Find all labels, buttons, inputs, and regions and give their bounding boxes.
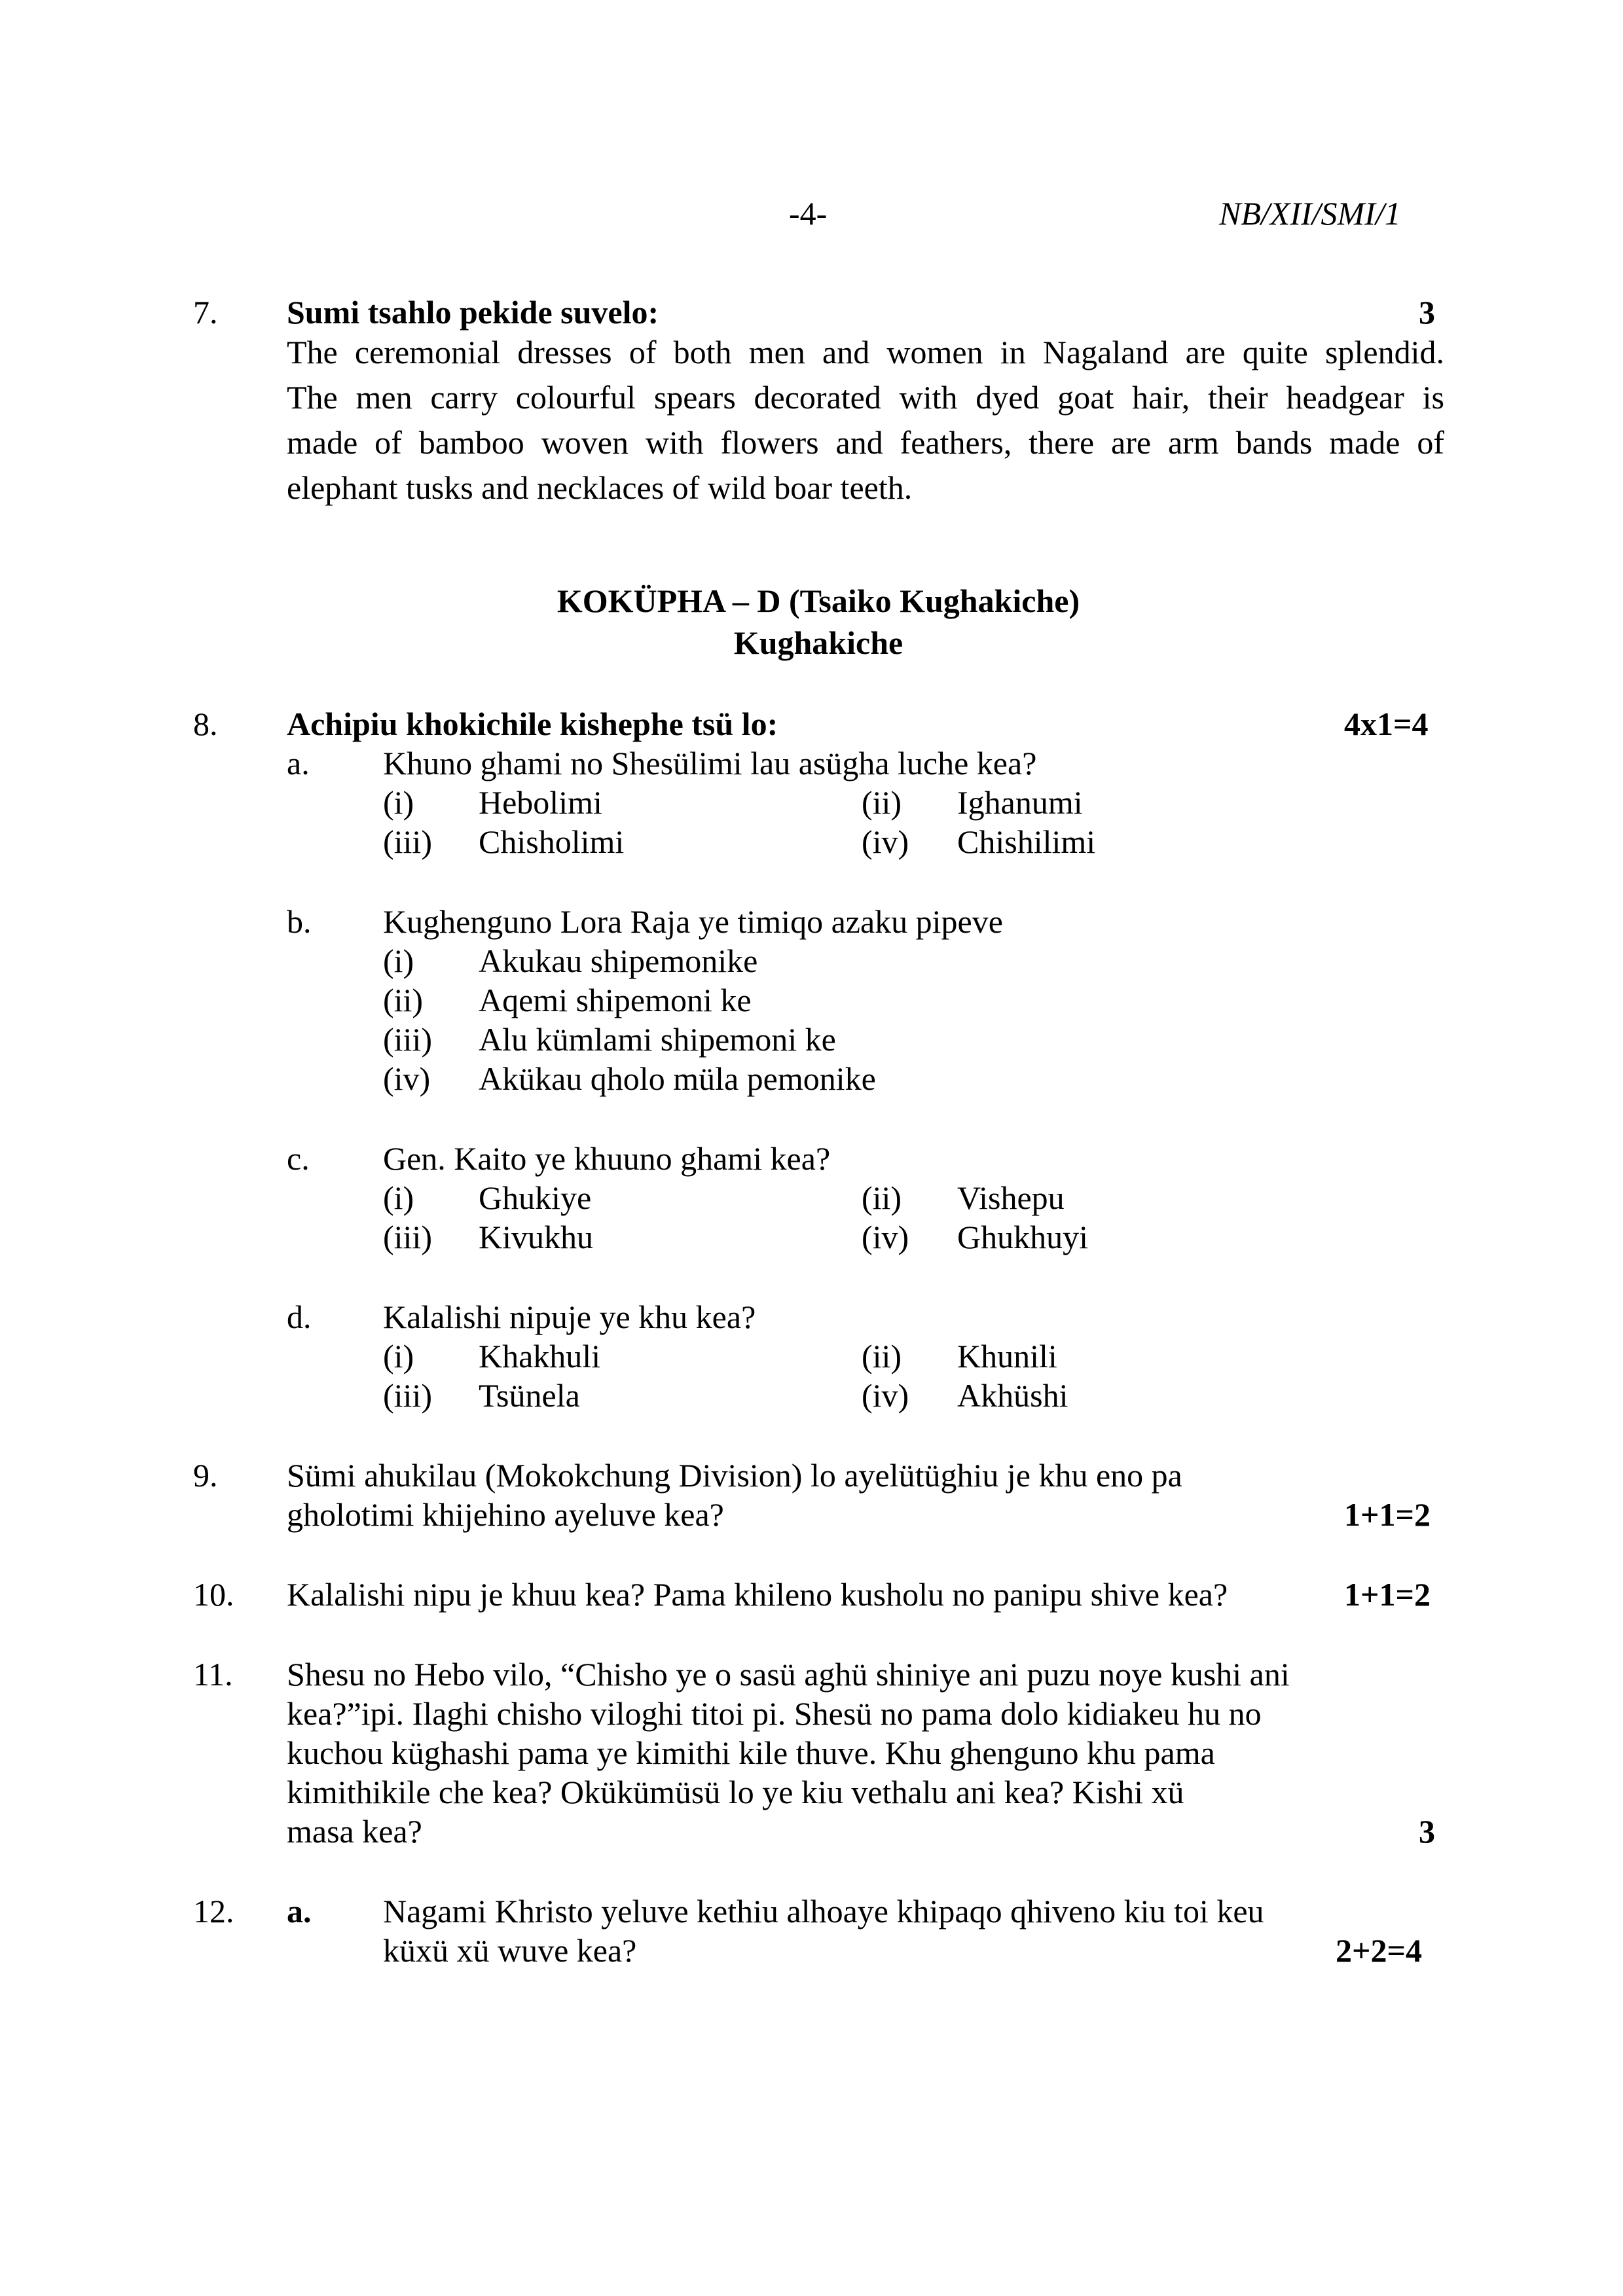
question-title: Sumi tsahlo pekide suvelo: xyxy=(287,294,659,331)
option-number: (iv) xyxy=(862,1219,909,1255)
passage-line: The ceremonial dresses of both men and women in Nagaland are quite splendid. xyxy=(287,334,1444,370)
question-number: 12. xyxy=(193,1893,234,1929)
question-marks: 2+2=4 xyxy=(1336,1932,1422,1969)
option-text: Ighanumi xyxy=(957,784,1083,821)
option-text: Akukau shipemonike xyxy=(479,942,758,979)
option-text: Ghukhuyi xyxy=(957,1219,1088,1255)
option-number: (i) xyxy=(383,1179,414,1216)
part-question: Gen. Kaito ye khuuno ghami kea? xyxy=(383,1140,831,1177)
option-text: Tsünela xyxy=(479,1377,580,1414)
option-number: (iii) xyxy=(383,1377,432,1414)
section-subtitle: Kughakiche xyxy=(733,624,903,661)
page-number: -4- xyxy=(789,195,828,232)
option-text: Hebolimi xyxy=(479,784,602,821)
question-number: 9. xyxy=(193,1457,218,1494)
question-number: 10. xyxy=(193,1576,234,1613)
question-line: küxü xü wuve kea? xyxy=(383,1932,637,1969)
section-title: KOKÜPHA – D (Tsaiko Kughakiche) xyxy=(556,583,1080,619)
option-text: Vishepu xyxy=(957,1179,1065,1216)
part-question: Khuno ghami no Shesülimi lau asügha luche kea? xyxy=(383,745,1037,781)
part-label: d. xyxy=(287,1299,312,1335)
option-number: (iv) xyxy=(383,1060,431,1097)
option-text: Akhüshi xyxy=(957,1377,1068,1414)
option-number: (ii) xyxy=(862,784,902,821)
question-line: masa kea? xyxy=(287,1813,422,1850)
option-number: (iv) xyxy=(862,1377,909,1414)
option-text: Alu kümlami shipemoni ke xyxy=(479,1021,836,1058)
passage-line: made of bamboo woven with flowers and feathers, there are arm bands made of xyxy=(287,424,1444,461)
question-line: Nagami Khristo yeluve kethiu alhoaye khipaqo qhiveno kiu toi keu xyxy=(383,1893,1264,1929)
option-text: Akükau qholo müla pemonike xyxy=(479,1060,876,1097)
question-line: gholotimi khijehino ayeluve kea? xyxy=(287,1496,724,1533)
option-number: (iv) xyxy=(862,823,909,860)
question-marks: 1+1=2 xyxy=(1344,1576,1431,1613)
part-question: Kughenguno Lora Raja ye timiqo azaku pipeve xyxy=(383,903,1003,940)
option-text: Chishilimi xyxy=(957,823,1096,860)
option-number: (iii) xyxy=(383,823,432,860)
question-line: Sümi ahukilau (Mokokchung Division) lo ayelütüghiu je khu eno pa xyxy=(287,1457,1182,1494)
part-label: a. xyxy=(287,745,310,781)
option-text: Chisholimi xyxy=(479,823,625,860)
part-label: b. xyxy=(287,903,312,940)
question-line: kimithikile che kea? Okükümüsü lo ye kiu vethalu ani kea? Kishi xü xyxy=(287,1774,1184,1810)
option-number: (iii) xyxy=(383,1021,432,1058)
question-text: Kalalishi nipu je khuu kea? Pama khileno kusholu no panipu shive kea? xyxy=(287,1576,1228,1613)
option-text: Khunili xyxy=(957,1338,1057,1374)
passage-line: elephant tusks and necklaces of wild boar teeth. xyxy=(287,469,913,506)
option-text: Khakhuli xyxy=(479,1338,601,1374)
part-label: c. xyxy=(287,1140,310,1177)
option-text: Aqemi shipemoni ke xyxy=(479,982,752,1018)
option-number: (ii) xyxy=(862,1179,902,1216)
question-marks: 3 xyxy=(1419,294,1435,331)
part-question: Kalalishi nipuje ye khu kea? xyxy=(383,1299,756,1335)
question-line: kea?”ipi. Ilaghi chisho viloghi titoi pi. Shesü no pama dolo kidiakeu hu no xyxy=(287,1695,1262,1732)
question-line: Shesu no Hebo vilo, “Chisho ye o sasü aghü shiniye ani puzu noye kushi ani xyxy=(287,1656,1290,1693)
option-number: (ii) xyxy=(862,1338,902,1374)
option-text: Ghukiye xyxy=(479,1179,592,1216)
option-number: (i) xyxy=(383,942,414,979)
question-marks: 3 xyxy=(1419,1813,1435,1850)
document-code: NB/XII/SMI/1 xyxy=(1219,195,1401,232)
question-title: Achipiu khokichile kishephe tsü lo: xyxy=(287,706,778,742)
passage-line: The men carry colourful spears decorated with dyed goat hair, their headgear is xyxy=(287,379,1444,416)
question-number: 8. xyxy=(193,706,218,742)
question-marks: 1+1=2 xyxy=(1344,1496,1431,1533)
question-number: 11. xyxy=(193,1656,233,1693)
question-marks: 4x1=4 xyxy=(1344,706,1429,742)
option-text: Kivukhu xyxy=(479,1219,593,1255)
question-number: 7. xyxy=(193,294,218,331)
question-line: kuchou küghashi pama ye kimithi kile thuve. Khu ghenguno khu pama xyxy=(287,1734,1215,1771)
option-number: (i) xyxy=(383,784,414,821)
part-label: a. xyxy=(287,1893,312,1929)
option-number: (iii) xyxy=(383,1219,432,1255)
option-number: (ii) xyxy=(383,982,424,1018)
option-number: (i) xyxy=(383,1338,414,1374)
